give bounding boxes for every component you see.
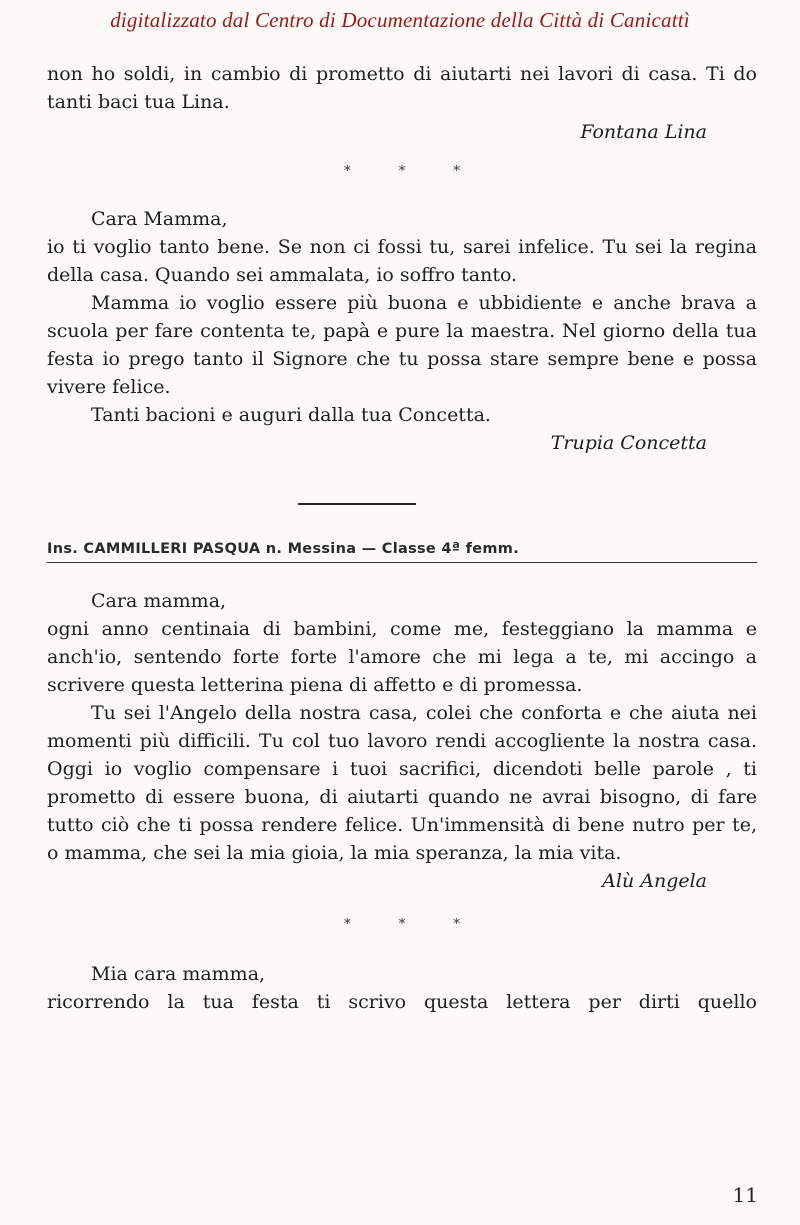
letter-salutation: Mia cara mamma, <box>91 963 266 985</box>
page-number: 11 <box>732 1183 758 1207</box>
section-divider-rule <box>298 503 416 505</box>
section-separator-stars: * * * <box>344 164 482 179</box>
letter-paragraph: Mamma io voglio essere più buona e ubbidiente e anche brava a scuola per fare contenta te, papà e pure la maestra. Nel giorno della tua festa io prego tanto il Signore che tu possa stare sempre bene e possa vivere felice. <box>47 292 757 398</box>
signature-trupia-concetta: Trupia Concetta <box>550 432 707 454</box>
continuation-paragraph: non ho soldi, in cambio di prometto di aiutarti nei lavori di casa. Ti do tanti baci tua Lina. <box>47 63 757 113</box>
section-separator-stars: * * * <box>344 917 482 932</box>
letter-paragraph: io ti voglio tanto bene. Se non ci fossi tu, sarei infelice. Tu sei la regina della casa. Quando sei ammalata, io soffro tanto. <box>47 236 757 286</box>
letter-paragraph: ricorrendo la tua festa ti scrivo questa lettera per dirti quello <box>47 991 757 1013</box>
letter-salutation: Cara Mamma, <box>91 208 228 230</box>
header-underline <box>47 562 757 563</box>
page-body <box>47 60 757 1016</box>
letter-salutation: Cara mamma, <box>91 590 227 612</box>
watermark-text: digitalizzato dal Centro di Documentazione della Città di Canicattì <box>110 8 690 32</box>
signature-fontana-lina: Fontana Lina <box>580 121 707 143</box>
letter-paragraph: Tu sei l'Angelo della nostra casa, colei che conforta e che aiuta nei momenti più difficili. Tu col tuo lavoro rendi accogliente la nostra casa. Oggi io voglio compensare i tuoi sacrifici, dicendoti belle parole , ti prometto di essere buona, di aiutarti quando ne avrai bisogno, di fare tutto ciò che ti possa rendere felice. Un'immensità di bene nutro per te, o mamma, che sei la mia gioia, la mia speranza, la mia vita. <box>47 702 757 864</box>
letter-paragraph: ogni anno centinaia di bambini, come me, festeggiano la mamma e anch'io, sentendo forte forte l'amore che mi lega a te, mi accingo a scrivere questa letterina piena di affetto e di promessa. <box>47 618 757 696</box>
class-header: Ins. CAMMILLERI PASQUA n. Messina — Classe 4ª femm. <box>47 541 519 557</box>
letter-paragraph: Tanti bacioni e auguri dalla tua Concetta. <box>91 404 491 426</box>
signature-alu-angela: Alù Angela <box>602 870 707 892</box>
